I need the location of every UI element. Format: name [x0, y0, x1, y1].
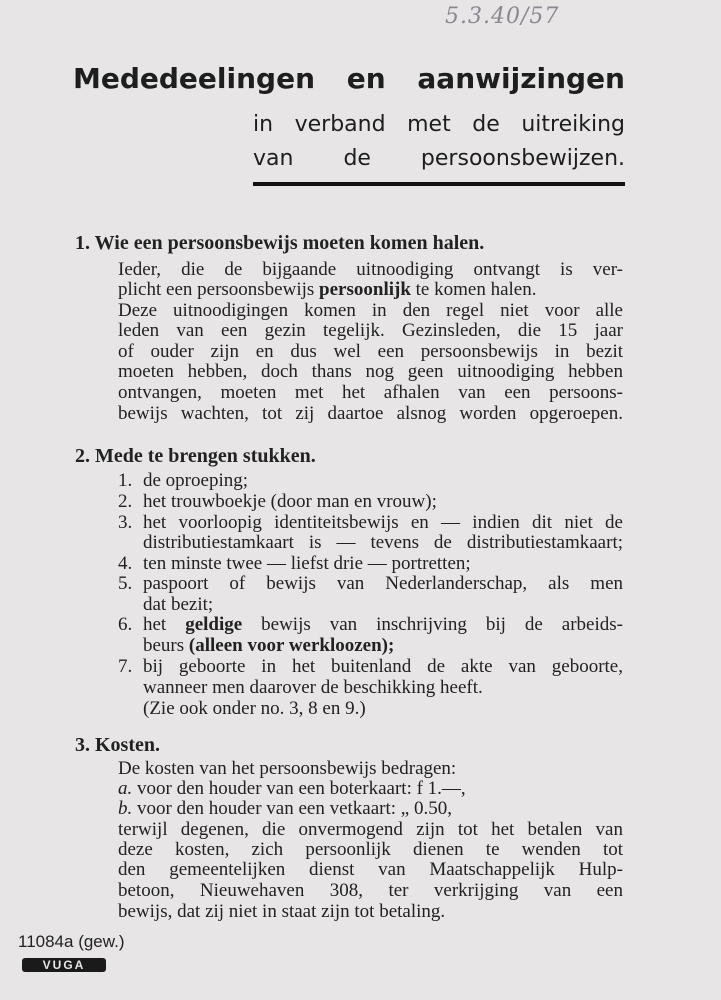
item-letter-a: a. — [118, 778, 133, 799]
section-2-heading: 2. Mede te brengen stukken. — [75, 445, 316, 467]
title-divider — [253, 182, 625, 186]
list-number: 1. — [118, 470, 133, 491]
section-1-line — [118, 279, 623, 301]
list-item: ten minste twee — liefst drie — portretten; — [143, 553, 471, 574]
section-1-line: moeten hebben, doch thans nog geen uitnoodiging hebben — [118, 361, 623, 382]
emphasis-werkloozen: (alleen voor werkloozen); — [188, 635, 395, 656]
text: het — [143, 614, 186, 635]
list-item-continuation: distributiestamkaart is — tevens de distributiestamkaart; — [143, 532, 623, 553]
section-3-line: den gemeentelijken dienst van Maatschappelijk Hulp- — [118, 859, 623, 880]
text: bewijs van inschrijving bij de arbeids- — [242, 614, 623, 635]
list-item: het voorloopig identiteitsbewijs en — indien dit niet de — [143, 512, 623, 533]
section-1-line: Ieder, die de bijgaande uitnoodiging ontvangt is ver- — [118, 259, 623, 280]
list-item: het trouwboekje (door man en vrouw); — [143, 491, 437, 512]
list-item-continuation: dat bezit; — [143, 594, 214, 615]
list-item: de oproeping; — [143, 470, 249, 491]
list-note: (Zie ook onder no. 3, 8 en 9.) — [143, 698, 366, 719]
list-item-continuation: wanneer men daarover de beschikking heeft. — [143, 677, 483, 698]
form-code: 11084a (gew.) — [18, 932, 125, 951]
section-3-line: bewijs, dat zij niet in staat zijn tot betaling. — [118, 901, 446, 922]
section-3-line: betoon, Nieuwehaven 308, ter verkrijging van een — [118, 880, 623, 901]
list-number: 6. — [118, 614, 133, 635]
section-3-line: terwijl degenen, die onvermogend zijn tot het betalen van — [118, 819, 623, 840]
list-number: 2. — [118, 491, 133, 512]
emphasis-geldige: geldige — [185, 614, 243, 635]
text: plicht een persoonsbewijs — [118, 279, 320, 300]
section-1-line: of ouder zijn en dus wel een persoonsbewijs in bezit — [118, 341, 623, 362]
list-number: 5. — [118, 573, 133, 594]
list-item: bij geboorte in het buitenland de akte van geboorte, — [143, 656, 623, 677]
list-item — [143, 614, 623, 636]
handwritten-archive-number: 5.3.40/57 — [445, 4, 560, 29]
section-3-line: De kosten van het persoonsbewijs bedragen: — [118, 758, 457, 779]
subtitle-line-2: van de persoonsbewijzen. — [253, 146, 625, 171]
text: beurs — [143, 635, 189, 656]
section-3-line — [118, 778, 623, 800]
section-1-line: bewijs wachten, tot zij daartoe alsnog worden opgeroepen. — [118, 403, 623, 424]
section-3-heading: 3. Kosten. — [75, 734, 160, 756]
list-number: 4. — [118, 553, 133, 574]
list-item: paspoort of bewijs van Nederlanderschap, als men — [143, 573, 623, 594]
list-item-continuation — [143, 635, 623, 657]
printer-logo: VUGA — [22, 958, 106, 972]
section-1-line: Deze uitnoodigingen komen in den regel niet voor alle — [118, 300, 623, 321]
emphasis-persoonlijk: persoonlijk — [319, 279, 411, 300]
item-letter-b: b. — [118, 798, 133, 819]
text: te komen halen. — [410, 279, 537, 300]
section-3-line: deze kosten, zich persoonlijk dienen te wenden tot — [118, 839, 623, 860]
section-3-line — [118, 798, 623, 820]
section-1-line: leden van een gezin tegelijk. Gezinsleden, die 15 jaar — [118, 320, 623, 341]
list-number: 3. — [118, 512, 133, 533]
section-1-line: ontvangen, moeten met het afhalen van een persoons- — [118, 382, 623, 403]
subtitle-line-1: in verband met de uitreiking — [253, 112, 625, 137]
text: voor den houder van een boterkaart: f 1.—, — [132, 778, 466, 799]
page-title: Mededeelingen en aanwijzingen — [73, 62, 625, 95]
section-1-heading: 1. Wie een persoonsbewijs moeten komen halen. — [75, 232, 485, 254]
list-number: 7. — [118, 656, 133, 677]
text: voor den houder van een vetkaart: „ 0.50, — [132, 798, 452, 819]
